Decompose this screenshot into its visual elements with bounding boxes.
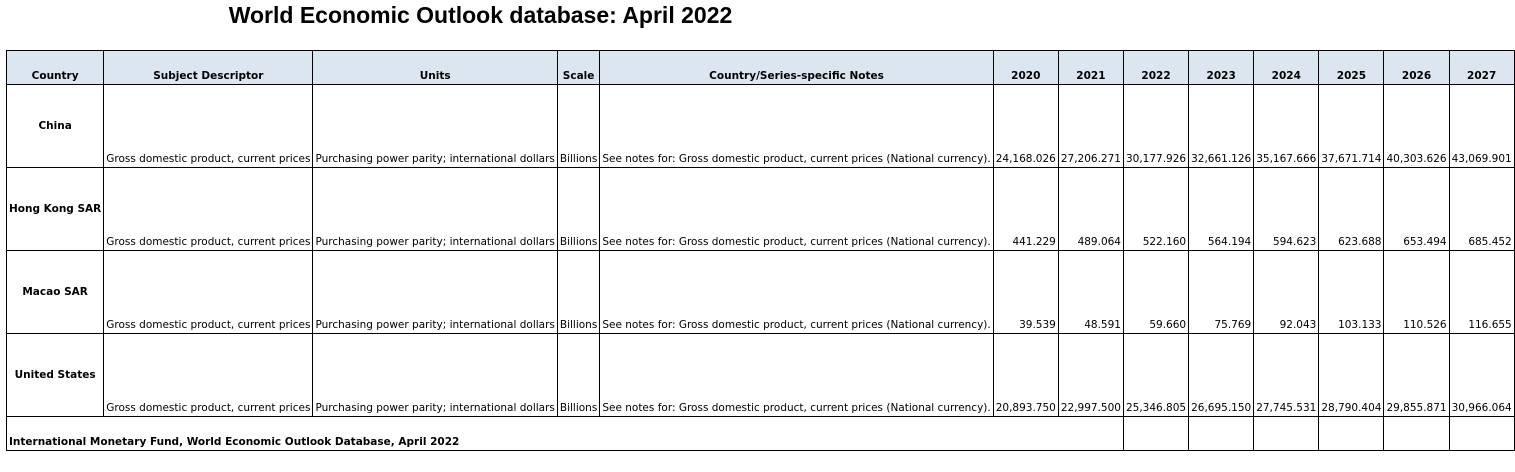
empty-cell xyxy=(1123,417,1188,451)
value-cell: 623.688 xyxy=(1319,168,1384,251)
units-cell: Purchasing power parity; international dollars xyxy=(313,251,557,334)
country-cell: Macao SAR xyxy=(7,251,104,334)
column-header-year-2025: 2025 xyxy=(1319,51,1384,85)
table-row xyxy=(7,85,1515,168)
source-note: International Monetary Fund, World Economic Outlook Database, April 2022 xyxy=(7,417,1124,451)
units-cell: Purchasing power parity; international dollars xyxy=(313,334,557,417)
column-header-year-2023: 2023 xyxy=(1189,51,1254,85)
column-header-year-2022: 2022 xyxy=(1123,51,1188,85)
scale-cell: Billions xyxy=(557,168,599,251)
value-cell: 522.160 xyxy=(1123,168,1188,251)
notes-cell: See notes for: Gross domestic product, current prices (National currency). xyxy=(600,334,993,417)
empty-cell xyxy=(1319,417,1384,451)
value-cell: 441.229 xyxy=(993,168,1058,251)
column-header-notes: Country/Series-specific Notes xyxy=(600,51,993,85)
notes-cell: See notes for: Gross domestic product, current prices (National currency). xyxy=(600,85,993,168)
column-header-country: Country xyxy=(7,51,104,85)
empty-cell xyxy=(1384,417,1449,451)
column-header-year-2021: 2021 xyxy=(1058,51,1123,85)
subject-descriptor-cell: Gross domestic product, current prices xyxy=(104,85,313,168)
column-header-units: Units xyxy=(313,51,557,85)
value-cell: 25,346.805 xyxy=(1123,334,1188,417)
value-cell: 43,069.901 xyxy=(1449,85,1514,168)
scale-cell: Billions xyxy=(557,334,599,417)
value-cell: 685.452 xyxy=(1449,168,1514,251)
value-cell: 110.526 xyxy=(1384,251,1449,334)
data-table xyxy=(6,50,1515,451)
value-cell: 30,177.926 xyxy=(1123,85,1188,168)
country-cell: United States xyxy=(7,334,104,417)
notes-cell: See notes for: Gross domestic product, current prices (National currency). xyxy=(600,168,993,251)
value-cell: 27,206.271 xyxy=(1058,85,1123,168)
column-header-year-2024: 2024 xyxy=(1254,51,1319,85)
value-cell: 28,790.404 xyxy=(1319,334,1384,417)
page-title: World Economic Outlook database: April 2022 xyxy=(228,2,733,28)
value-cell: 32,661.126 xyxy=(1189,85,1254,168)
value-cell: 59.660 xyxy=(1123,251,1188,334)
value-cell: 22,997.500 xyxy=(1058,334,1123,417)
value-cell: 653.494 xyxy=(1384,168,1449,251)
table-row xyxy=(7,168,1515,251)
subject-descriptor-cell: Gross domestic product, current prices xyxy=(104,251,313,334)
subject-descriptor-cell: Gross domestic product, current prices xyxy=(104,168,313,251)
value-cell: 116.655 xyxy=(1449,251,1514,334)
value-cell: 30,966.064 xyxy=(1449,334,1514,417)
value-cell: 29,855.871 xyxy=(1384,334,1449,417)
value-cell: 594.623 xyxy=(1254,168,1319,251)
units-cell: Purchasing power parity; international dollars xyxy=(313,85,557,168)
scale-cell: Billions xyxy=(557,251,599,334)
table-row xyxy=(7,334,1515,417)
subject-descriptor-cell: Gross domestic product, current prices xyxy=(104,334,313,417)
value-cell: 35,167.666 xyxy=(1254,85,1319,168)
value-cell: 26,695.150 xyxy=(1189,334,1254,417)
value-cell: 489.064 xyxy=(1058,168,1123,251)
empty-cell xyxy=(1254,417,1319,451)
empty-cell xyxy=(1449,417,1514,451)
value-cell: 48.591 xyxy=(1058,251,1123,334)
value-cell: 75.769 xyxy=(1189,251,1254,334)
notes-cell: See notes for: Gross domestic product, current prices (National currency). xyxy=(600,251,993,334)
country-cell: China xyxy=(7,85,104,168)
value-cell: 40,303.626 xyxy=(1384,85,1449,168)
scale-cell: Billions xyxy=(557,85,599,168)
table-row xyxy=(7,251,1515,334)
column-header-year-2020: 2020 xyxy=(993,51,1058,85)
value-cell: 564.194 xyxy=(1189,168,1254,251)
header-row xyxy=(7,51,1515,85)
empty-cell xyxy=(1189,417,1254,451)
column-header-subject-descriptor: Subject Descriptor xyxy=(104,51,313,85)
units-cell: Purchasing power parity; international dollars xyxy=(313,168,557,251)
country-cell: Hong Kong SAR xyxy=(7,168,104,251)
footer-row xyxy=(7,417,1515,451)
value-cell: 39.539 xyxy=(993,251,1058,334)
value-cell: 24,168.026 xyxy=(993,85,1058,168)
value-cell: 27,745.531 xyxy=(1254,334,1319,417)
column-header-year-2026: 2026 xyxy=(1384,51,1449,85)
column-header-year-2027: 2027 xyxy=(1449,51,1514,85)
value-cell: 92.043 xyxy=(1254,251,1319,334)
value-cell: 20,893.750 xyxy=(993,334,1058,417)
value-cell: 37,671.714 xyxy=(1319,85,1384,168)
value-cell: 103.133 xyxy=(1319,251,1384,334)
column-header-scale: Scale xyxy=(557,51,599,85)
